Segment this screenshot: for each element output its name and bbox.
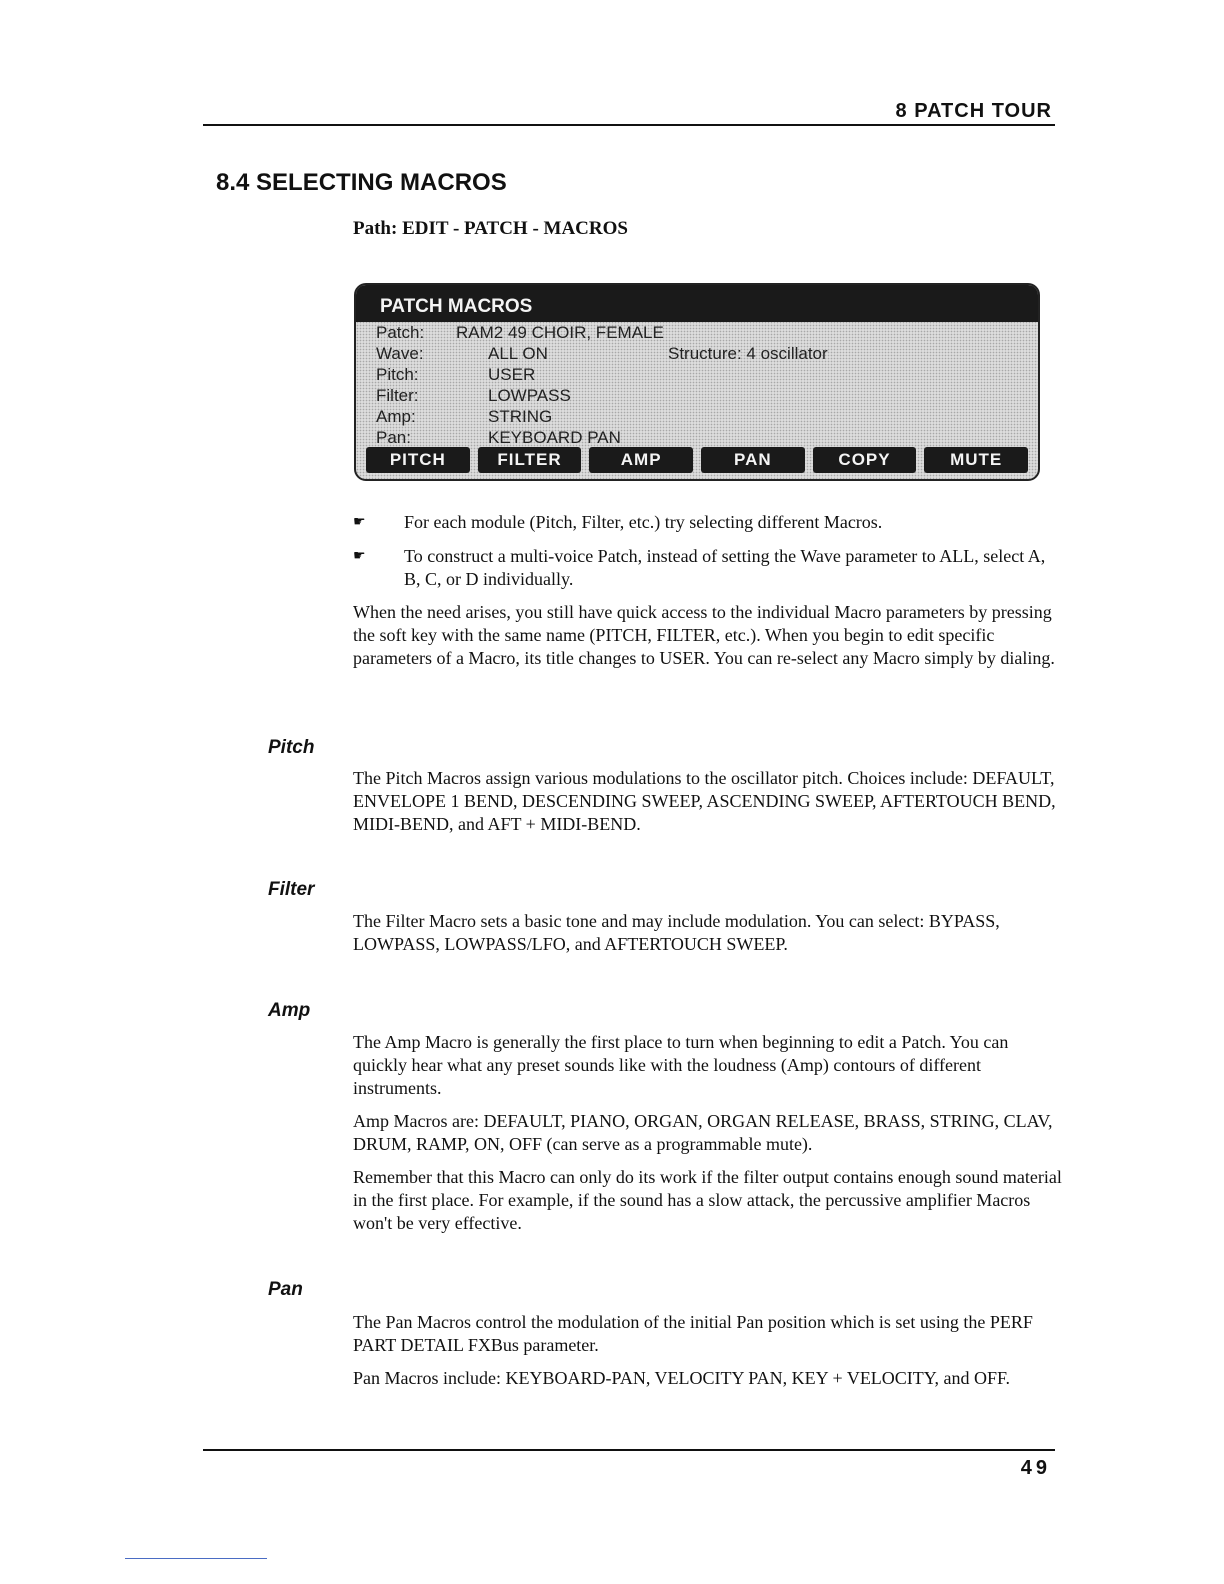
pointing-hand-icon: ☛ xyxy=(353,549,366,564)
bullet-text: To construct a multi-voice Patch, instead of setting the Wave parameter to ALL, select A, B, C, or D individually. xyxy=(404,546,1046,589)
filter-heading: Filter xyxy=(268,879,315,900)
lcd-label: Pan: xyxy=(376,428,411,447)
amp-heading: Amp xyxy=(268,1000,311,1021)
bullet-item xyxy=(353,545,1053,593)
pitch-heading: Pitch xyxy=(268,737,315,758)
section-title: 8.4 SELECTING MACROS xyxy=(216,169,507,196)
pan-heading: Pan xyxy=(268,1279,303,1300)
lcd-title: PATCH MACROS xyxy=(356,285,1038,322)
chapter-title: 8 PATCH TOUR xyxy=(895,100,1052,122)
intro-paragraph: When the need arises, you still have quick access to the individual Macro parameters by pressing the soft key with the same name (PITCH, FILTER, etc.). When you begin to edit specific parameters of a Macro, its title changes to USER. You can re-select any Macro simply by dialing. xyxy=(353,602,1055,668)
pan-paragraph: The Pan Macros control the modulation of the initial Pan position which is set using the PERF PART DETAIL FXBus parameter. xyxy=(353,1312,1033,1355)
lcd-value: USER xyxy=(488,365,536,384)
lcd-label: Amp: xyxy=(376,407,416,426)
amp-paragraph: Amp Macros are: DEFAULT, PIANO, ORGAN, ORGAN RELEASE, BRASS, STRING, CLAV, DRUM, RAMP, ON, OFF (can serve as a programmable mute). xyxy=(353,1111,1053,1154)
amp-paragraph: The Amp Macro is generally the first place to turn when beginning to edit a Patch. You can quickly hear what any preset sounds like with the loudness (Amp) contours of different instruments. xyxy=(353,1032,1009,1098)
lcd-label: Filter: xyxy=(376,386,419,405)
lcd-label: Wave: xyxy=(376,344,424,363)
lcd-value: KEYBOARD PAN xyxy=(488,428,621,447)
bullet-item xyxy=(353,511,1053,535)
bottom-link-underline xyxy=(125,1558,267,1559)
softkey-amp[interactable]: AMP xyxy=(589,447,693,473)
lcd-structure: Structure: 4 oscillator xyxy=(668,344,828,363)
header-rule xyxy=(203,124,1055,126)
softkey-mute[interactable]: MUTE xyxy=(924,447,1028,473)
amp-paragraph: Remember that this Macro can only do its work if the filter output contains enough sound material in the first place. For example, if the sound has a slow attack, the percussive amplifier Macros won't be very effective. xyxy=(353,1167,1062,1233)
lcd-value: ALL ON xyxy=(488,344,548,363)
lcd-value: RAM2 49 CHOIR, FEMALE xyxy=(456,323,664,342)
pitch-paragraph: The Pitch Macros assign various modulations to the oscillator pitch. Choices include: DEFAULT, ENVELOPE 1 BEND, DESCENDING SWEEP, ASCENDING SWEEP, AFTERTOUCH BEND, MIDI-BEND, and AFT + MIDI-BEND. xyxy=(353,768,1056,834)
pan-paragraph: Pan Macros include: KEYBOARD-PAN, VELOCITY PAN, KEY + VELOCITY, and OFF. xyxy=(353,1368,1011,1388)
page-number: 49 xyxy=(1020,1457,1051,1479)
lcd-display xyxy=(354,283,1040,481)
footer-rule xyxy=(203,1449,1055,1451)
softkey-copy[interactable]: COPY xyxy=(813,447,917,473)
filter-paragraph: The Filter Macro sets a basic tone and may include modulation. You can select: BYPASS, LOWPASS, LOWPASS/LFO, and AFTERTOUCH SWEEP. xyxy=(353,911,1000,954)
softkey-filter[interactable]: FILTER xyxy=(478,447,582,473)
bullet-text: For each module (Pitch, Filter, etc.) try selecting different Macros. xyxy=(404,512,883,532)
lcd-label: Pitch: xyxy=(376,365,419,384)
softkey-pitch[interactable]: PITCH xyxy=(366,447,470,473)
softkey-bar xyxy=(366,447,1028,473)
menu-path: Path: EDIT - PATCH - MACROS xyxy=(353,218,628,239)
pointing-hand-icon: ☛ xyxy=(353,515,366,530)
lcd-label: Patch: xyxy=(376,323,425,342)
softkey-pan[interactable]: PAN xyxy=(701,447,805,473)
lcd-row-wave xyxy=(376,343,1016,364)
lcd-value: STRING xyxy=(488,407,553,426)
lcd-value: LOWPASS xyxy=(488,386,571,405)
